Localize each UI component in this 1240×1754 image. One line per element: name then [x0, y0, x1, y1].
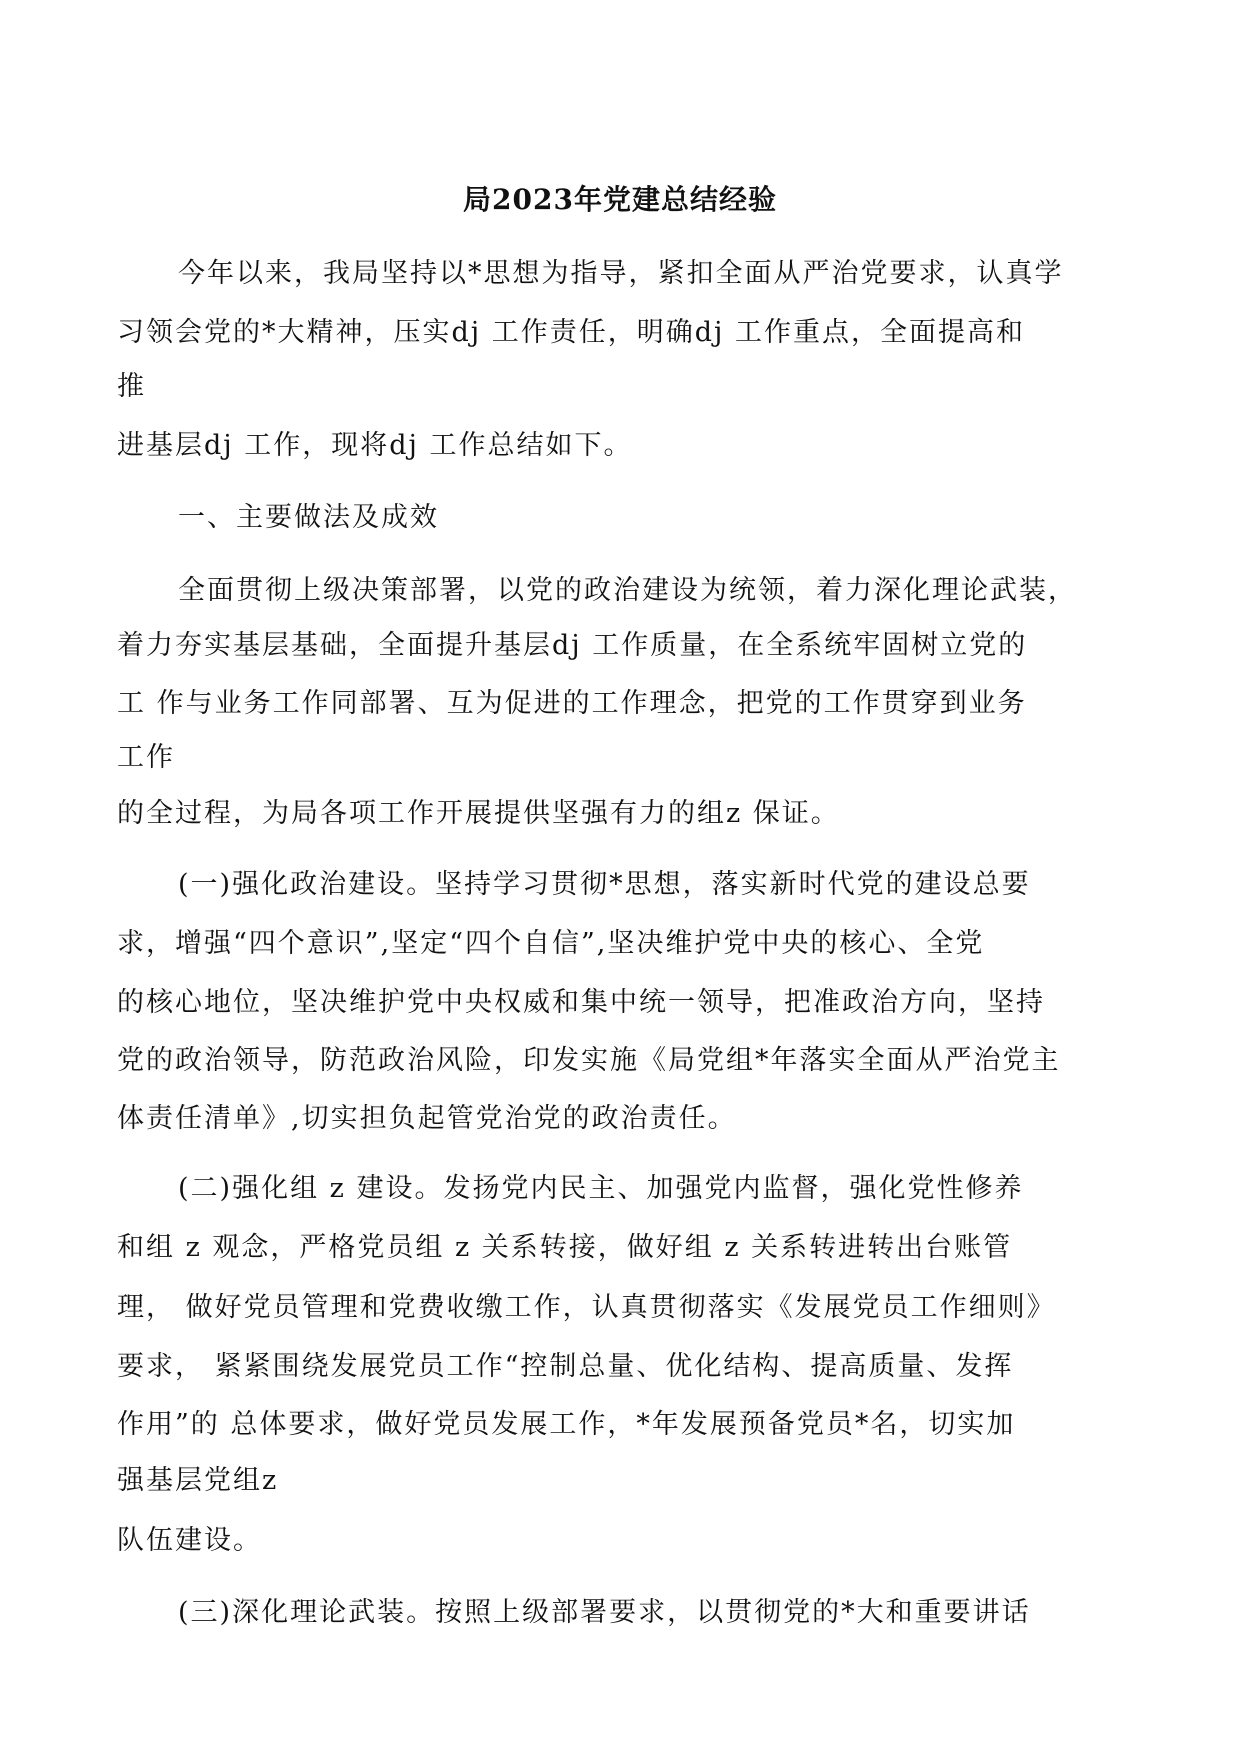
- paragraph-line: 习领会党的*大精神，压实dj 工作责任，明确dj 工作重点，全面提高和: [117, 317, 1025, 348]
- paragraph-line: (一)强化政治建设。坚持学习贯彻*思想，落实新时代党的建设总要: [178, 869, 1031, 900]
- paragraph-line: 体责任清单》,切实担负起管党治党的政治责任。: [117, 1103, 737, 1134]
- paragraph-line: 推: [117, 371, 146, 402]
- paragraph-line: 队伍建设。: [117, 1525, 262, 1556]
- paragraph-line: 和组 z 观念，严格党员组 z 关系转接，做好组 z 关系转进转出台账管: [117, 1232, 1013, 1263]
- paragraph-line: 的全过程，为局各项工作开展提供坚强有力的组z 保证。: [117, 798, 840, 829]
- paragraph-line: 作用”的 总体要求，做好党员发展工作，*年发展预备党员*名，切实加: [117, 1409, 1016, 1440]
- paragraph-line: 党的政治领导，防范政治风险，印发实施《局党组*年落实全面从严治党主: [117, 1045, 1061, 1076]
- paragraph-line: (二)强化组 z 建设。发扬党内民主、加强党内监督，强化党性修养: [178, 1173, 1024, 1204]
- paragraph-line: 求，增强“四个意识”,坚定“四个自信”,坚决维护党中央的核心、全党: [117, 928, 985, 959]
- section-heading: 一、主要做法及成效: [178, 502, 439, 533]
- paragraph-line: 的核心地位，坚决维护党中央权威和集中统一领导，把准政治方向，坚持: [117, 987, 1045, 1018]
- paragraph-line: 工 作与业务工作同部署、互为促进的工作理念，把党的工作贯穿到业务: [117, 688, 1027, 719]
- document-title: 局2023年党建总结经验: [463, 183, 777, 216]
- paragraph-line: 强基层党组z: [117, 1465, 279, 1496]
- paragraph-line: 全面贯彻上级决策部署，以党的政治建设为统领，着力深化理论武装，: [178, 575, 1077, 606]
- paragraph-line: 理， 做好党员管理和党费收缴工作，认真贯彻落实《发展党员工作细则》: [117, 1292, 1056, 1323]
- paragraph-line: 工作: [117, 742, 175, 773]
- paragraph-line: 进基层dj 工作，现将dj 工作总结如下。: [117, 430, 633, 461]
- paragraph-line: 今年以来，我局坚持以*思想为指导，紧扣全面从严治党要求，认真学: [178, 258, 1064, 289]
- paragraph-line: 着力夯实基层基础，全面提升基层dj 工作质量，在全系统牢固树立党的: [117, 630, 1028, 661]
- paragraph-line: (三)深化理论武装。按照上级部署要求，以贯彻党的*大和重要讲话: [178, 1597, 1031, 1628]
- paragraph-line: 要求， 紧紧围绕发展党员工作“控制总量、优化结构、提高质量、发挥: [117, 1351, 1014, 1382]
